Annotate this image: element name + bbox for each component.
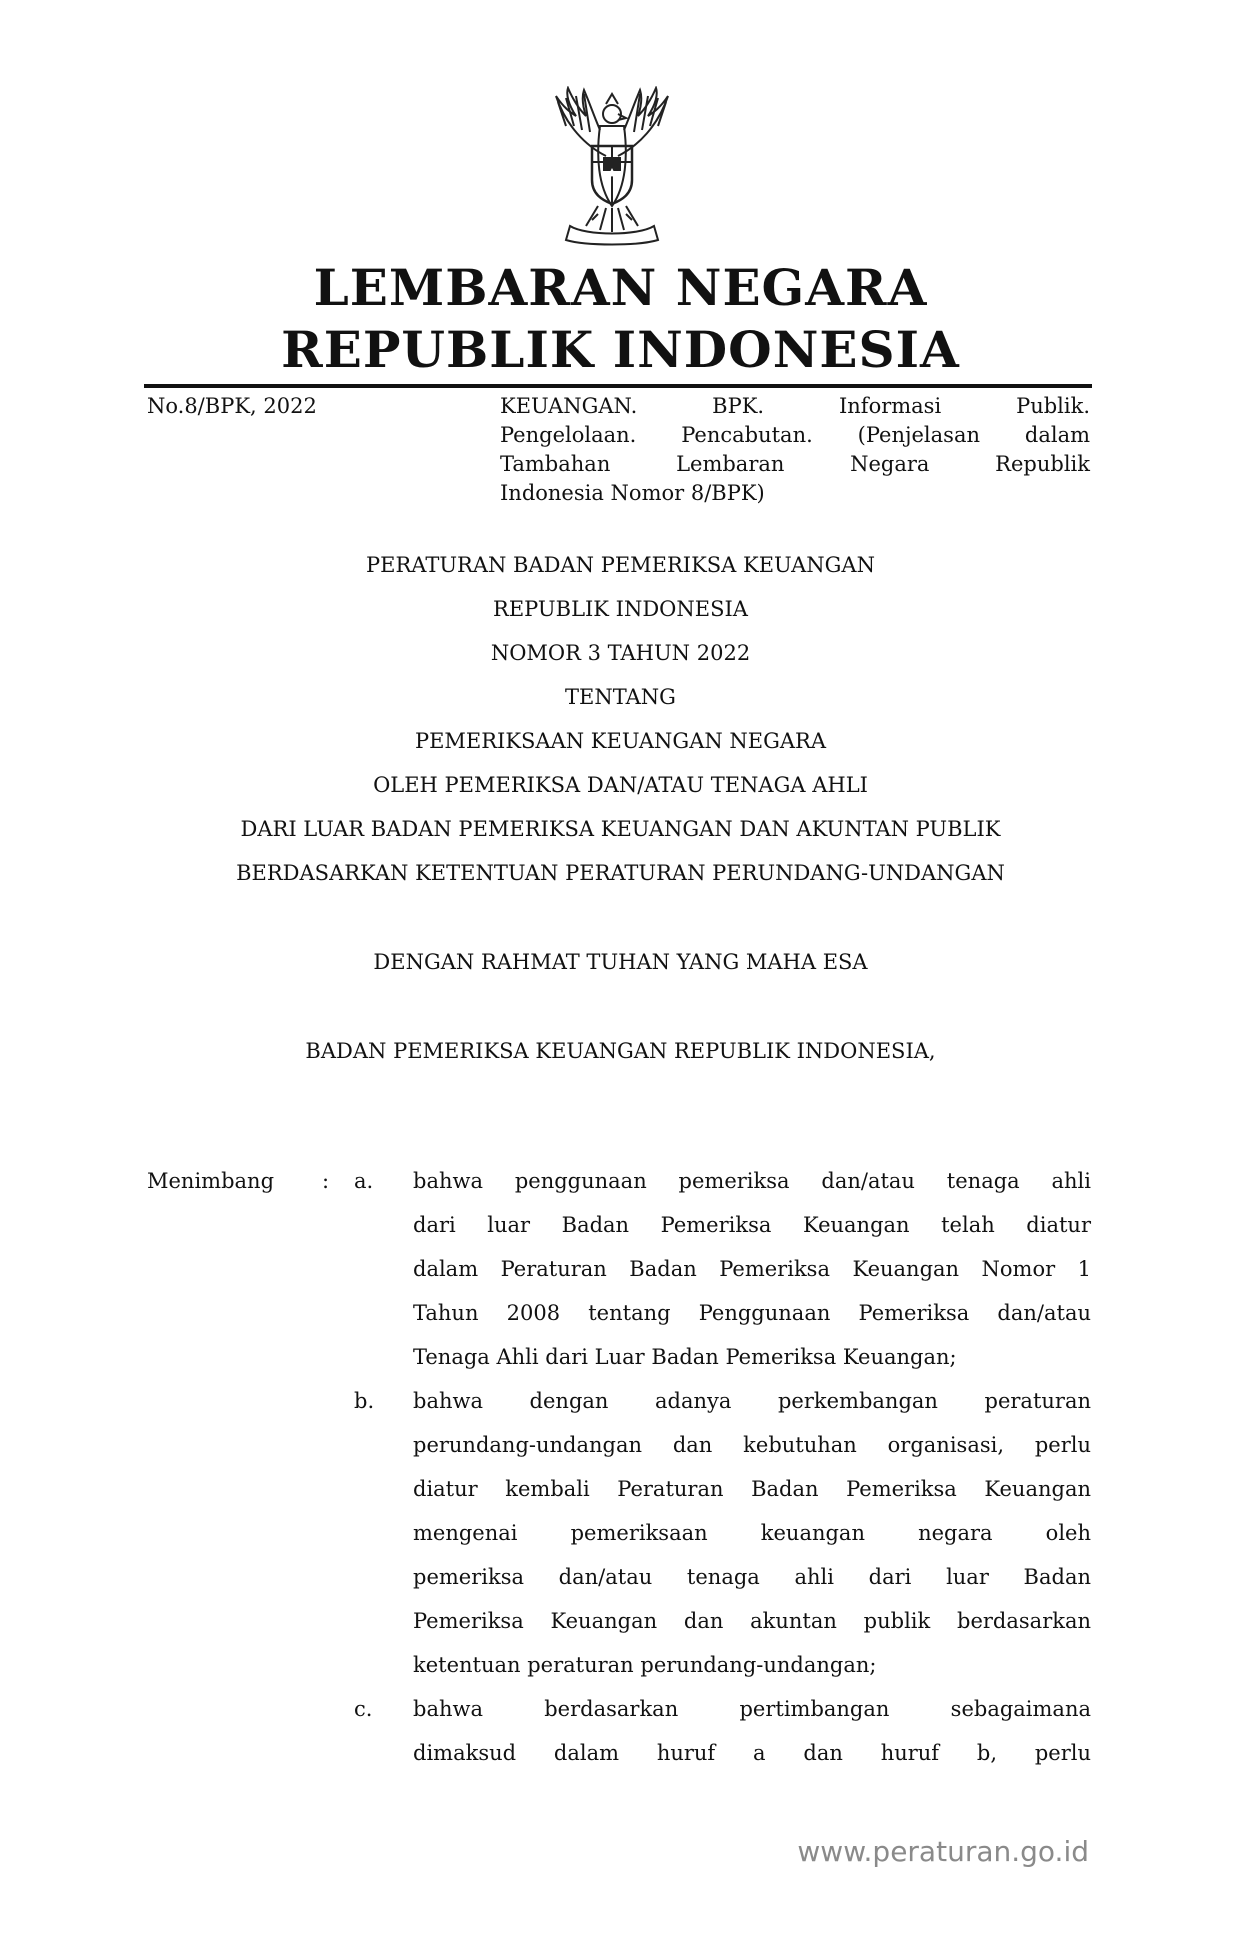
point-line: perundang-undangan dan kebutuhan organisasi, perlu [413,1433,1091,1457]
regulation-title-line: PERATURAN BADAN PEMERIKSA KEUANGAN [366,553,875,577]
point-letter-b: b. [354,1389,375,1413]
regulation-title-line: REPUBLIK INDONESIA [493,597,748,621]
document-summary [500,392,1090,508]
summary-line: Tambahan Lembaran Negara Republik [500,452,1090,476]
document-number: No.8/BPK, 2022 [147,394,317,418]
source-watermark: www.peraturan.go.id [797,1835,1089,1868]
regulation-subject-line: BERDASARKAN KETENTUAN PERATURAN PERUNDANG-UNDANGAN [236,861,1005,885]
point-line: ketentuan peraturan perundang-undangan; [413,1653,877,1677]
point-line: pemeriksa dan/atau tenaga ahli dari luar Badan [413,1565,1091,1589]
point-line: Tenaga Ahli dari Luar Badan Pemeriksa Keuangan; [413,1345,957,1369]
point-c-text [413,1687,1091,1775]
considering-colon: : [322,1169,330,1193]
point-line: Tahun 2008 tentang Penggunaan Pemeriksa dan/atau [413,1301,1091,1325]
regulation-subject-line: OLEH PEMERIKSA DAN/ATAU TENAGA AHLI [373,773,868,797]
masthead-title-line1: LEMBARAN NEGARA [313,258,928,317]
point-a-text [413,1159,1091,1379]
point-line: bahwa penggunaan pemeriksa dan/atau tenaga ahli [413,1169,1091,1193]
invocation: DENGAN RAHMAT TUHAN YANG MAHA ESA [373,950,868,974]
masthead-title-line2: REPUBLIK INDONESIA [281,320,960,379]
point-line: dalam Peraturan Badan Pemeriksa Keuangan Nomor 1 [413,1257,1091,1281]
masthead-divider [144,384,1092,388]
point-letter-c: c. [354,1697,373,1721]
point-line: dimaksud dalam huruf a dan huruf b, perlu [413,1741,1091,1765]
point-line: bahwa dengan adanya perkembangan peraturan [413,1389,1091,1413]
regulation-subject-line: PEMERIKSAAN KEUANGAN NEGARA [414,729,827,753]
regulation-number: NOMOR 3 TAHUN 2022 [490,641,751,665]
point-line: dari luar Badan Pemeriksa Keuangan telah diatur [413,1213,1091,1237]
considering-label: Menimbang [147,1169,275,1193]
point-letter-a: a. [354,1169,374,1193]
summary-line: KEUANGAN. BPK. Informasi Publik. [500,394,1090,418]
summary-line: Pengelolaan. Pencabutan. (Penjelasan dalam [500,423,1090,447]
point-line: bahwa berdasarkan pertimbangan sebagaimana [413,1697,1091,1721]
summary-line: Indonesia Nomor 8/BPK) [500,481,765,505]
point-b-text [413,1379,1091,1687]
regulation-subject-line: DARI LUAR BADAN PEMERIKSA KEUANGAN DAN AKUNTAN PUBLIK [240,817,1001,841]
regulation-about-label: TENTANG [565,685,676,709]
garuda-emblem-icon [536,86,688,246]
point-line: Pemeriksa Keuangan dan akuntan publik berdasarkan [413,1609,1091,1633]
point-line: mengenai pemeriksaan keuangan negara oleh [413,1521,1091,1545]
point-line: diatur kembali Peraturan Badan Pemeriksa Keuangan [413,1477,1091,1501]
issuing-authority: BADAN PEMERIKSA KEUANGAN REPUBLIK INDONESIA, [305,1039,936,1063]
